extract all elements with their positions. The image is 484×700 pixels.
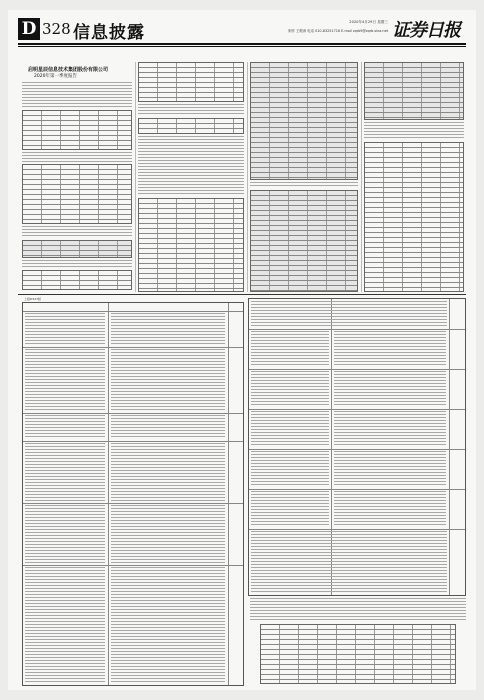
disclosure-table-right	[248, 298, 466, 596]
column-divider	[135, 62, 136, 292]
data-table	[138, 198, 244, 292]
text-block	[250, 598, 466, 622]
newspaper-page	[8, 10, 476, 690]
page-header	[8, 10, 476, 46]
data-table	[22, 240, 132, 258]
text-block	[22, 260, 132, 268]
text-block	[138, 136, 244, 196]
header-rule	[18, 43, 466, 45]
data-table	[364, 142, 464, 292]
text-block	[364, 122, 464, 140]
text-block	[22, 152, 132, 162]
contact-line: 制作 王敬涛 电话 010-83251716 E-mail zqrb9@zqrb.sina.net	[288, 29, 388, 33]
page-number: 328	[42, 20, 71, 38]
section-badge: D	[18, 18, 40, 40]
column-divider	[361, 62, 362, 292]
section-title: 信息披露	[73, 23, 145, 43]
data-table	[22, 270, 132, 290]
disclosure-table-left	[22, 302, 244, 686]
data-table	[250, 62, 358, 180]
section-rule	[18, 294, 466, 295]
data-table	[138, 62, 244, 102]
text-block	[138, 104, 244, 116]
company-name: 启明星辰信息技术集团股份有限公司	[28, 67, 109, 73]
report-title: 2020年第一季度报告	[34, 74, 77, 79]
data-table	[364, 62, 464, 120]
data-table	[250, 190, 358, 292]
text-block	[22, 226, 132, 238]
continued-label: 上接D327版	[24, 297, 42, 301]
data-table	[138, 118, 244, 134]
data-table	[22, 164, 132, 224]
summary-table	[260, 624, 456, 684]
text-block	[22, 82, 132, 108]
data-table	[22, 110, 132, 150]
text-block	[250, 182, 358, 188]
header-rule-thin	[18, 46, 466, 47]
masthead-logo: 证券日报	[392, 20, 460, 41]
issue-date: 2020年4月29日 星期三	[349, 20, 388, 24]
column-divider	[247, 62, 248, 292]
